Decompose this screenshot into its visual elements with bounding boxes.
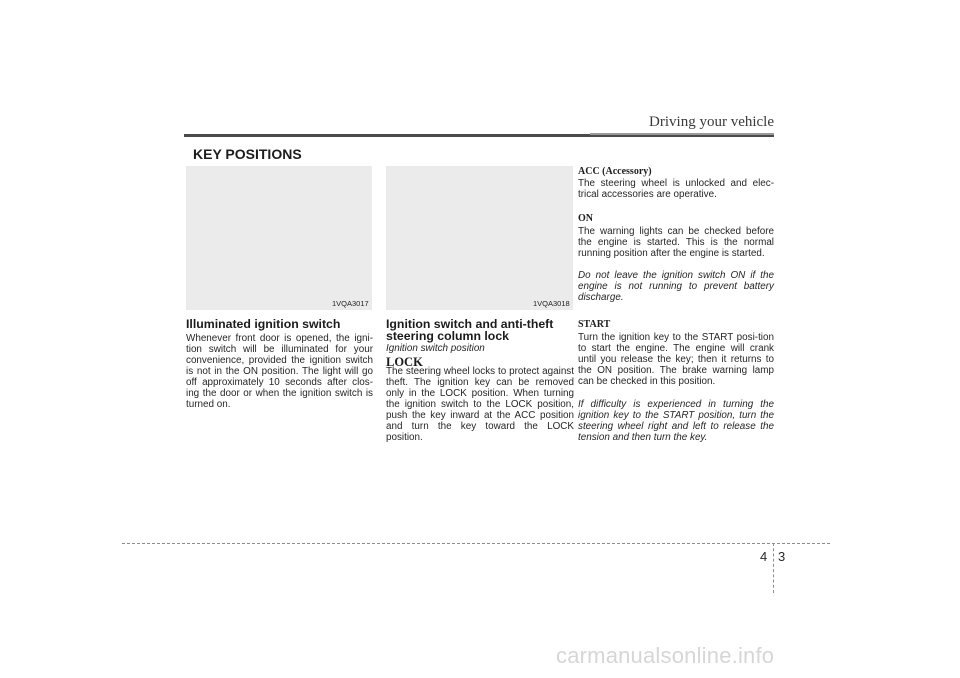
figure-ignition-switch-positions xyxy=(386,166,573,310)
subheading-ignition-switch-position: Ignition switch position xyxy=(386,343,485,354)
footer-divider xyxy=(773,543,774,593)
watermark: carmanualsonline.info xyxy=(556,643,775,668)
body-lock: The steering wheel locks to protect against theft. The ignition key can be removed only in the LOCK position. When turning the ignition switch to the LOCK position, push the key inward at the ACC position and turn the key toward the LOCK position. xyxy=(386,366,574,443)
figure-illuminated-ignition-switch xyxy=(186,166,372,310)
chapter-title: Driving your vehicle xyxy=(649,114,774,130)
note-on: Do not leave the ignition switch ON if the engine is not running to prevent battery discharge. xyxy=(578,270,774,303)
label-start: START xyxy=(578,319,611,330)
label-on: ON xyxy=(578,213,593,224)
body-illuminated-ignition-switch: Whenever front door is opened, the igni-tion switch will be illuminated for your convenience, provided the ignition switch is not in the ON position. The light will go off approximately 10 seconds after clos-ing the door or when the ignition switch is turned on. xyxy=(186,333,373,410)
footer-rule xyxy=(122,543,830,544)
figure-code: 1VQA3017 xyxy=(332,299,369,308)
body-start: Turn the ignition key to the START posi-tion to start the engine. The engine will crank until you release the key; then it returns to the ON position. The brake warning lamp can be checked in this position. xyxy=(578,332,774,387)
section-title: KEY POSITIONS xyxy=(193,146,302,162)
label-acc: ACC (Accessory) xyxy=(578,166,652,177)
heading-illuminated-ignition-switch: Illuminated ignition switch xyxy=(186,317,341,331)
body-on: The warning lights can be checked before the engine is started. This is the normal running position after the engine is started. xyxy=(578,226,774,259)
header-rule-accent xyxy=(590,133,774,135)
note-start: If difficulty is experienced in turning the ignition key to the START position, turn the steering wheel right and left to release the tension and then turn the key. xyxy=(578,399,774,443)
label-lock: LOCK xyxy=(386,355,423,369)
chapter-number: 4 xyxy=(760,549,768,564)
body-acc: The steering wheel is unlocked and elec-trical accessories are operative. xyxy=(578,178,774,200)
figure-code: 1VQA3018 xyxy=(533,299,570,308)
page-number: 3 xyxy=(778,549,786,564)
heading-ignition-switch-steering-lock: Ignition switch and anti-theft steering column lock xyxy=(386,317,554,343)
